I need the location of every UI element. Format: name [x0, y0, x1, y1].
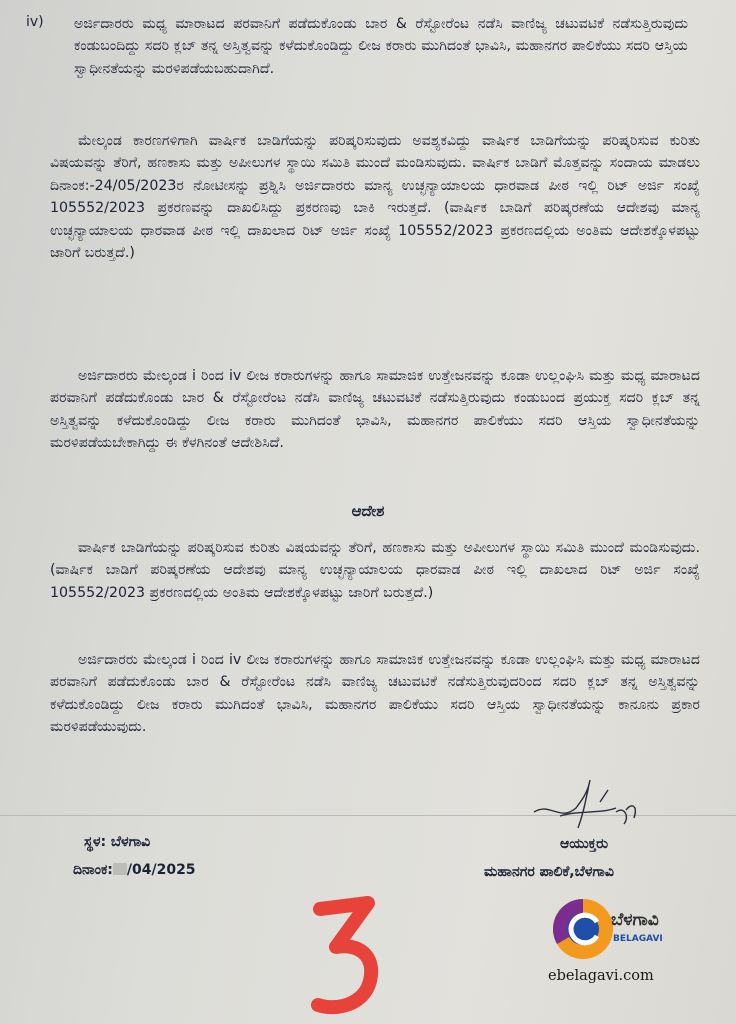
logo-kannada-text: ಬೆಳಗಾವಿ	[611, 910, 659, 930]
logo-english-text: BELAGAVI	[613, 934, 663, 944]
paragraph-iv	[74, 13, 688, 80]
paragraph-text: ಅರ್ಜಿದಾರರು ಮಧ್ಯ ಮಾರಾಟದ ಪರವಾನಿಗೆ ಪಡೆದುಕೊಂಡು ಬಾರ & ರೆಸ್ಟೋರೆಂಟ ನಡೆಸಿ ವಾಣಿಜ್ಯ ಚಟುವಟಿಕೆ ನಡೆಸುತ್ತಿರುವುದು ಕಂಡುಬಂದಿದ್ದು ಸದರಿ ಕ್ಲಬ್ ತನ್ನ ಅಸ್ತಿತ್ವವನ್ನು ಕಳೆದುಕೊಂಡಿದ್ದು ಲೀಜ ಕರಾರು ಮುಗಿದಂತೆ ಭಾವಿಸಿ, ಮಹಾನಗರ ಪಾಲಿಕೆಯು ಸದರಿ ಆಸ್ತಿಯ ಸ್ವಾಧೀನತೆಯನ್ನು ಮರಳಿಪಡೆಯಬಹುದಾಗಿದೆ.	[74, 16, 688, 77]
paragraph-text: ಅರ್ಜಿದಾರರು ಮೇಲ್ಕಂಡ i ರಿಂದ iv ಲೀಜ ಕರಾರುಗಳನ್ನು ಹಾಗೂ ಸಾಮಾಜಿಕ ಉತ್ತೇಜನವನ್ನು ಕೂಡಾ ಉಲ್ಲಂಘಿಸಿ ಮತ್ತು ಮಧ್ಯ ಮಾರಾಟದ ಪರವಾನಿಗೆ ಪಡೆದುಕೊಂಡು ಬಾರ & ರೆಸ್ಟೋರೆಂಟ ನಡೆಸಿ ವಾಣಿಜ್ಯ ಚಟುವಟಿಕೆ ನಡೆಸುತ್ತಿರುವುದು ಕಂಡುಬಂದ ಪ್ರಯುಕ್ತ ಸದರಿ ಕ್ಲಬ್ ತನ್ನ ಅಸ್ತಿತ್ವವನ್ನು ಕಳೆದುಕೊಂಡಿದ್ದು ಲೀಜ ಕರಾರು ಮುಗಿದಂತೆ ಭಾವಿಸಿ, ಮಹಾನಗರ ಪಾಲಿಕೆಯು ಸದರಿ ಆಸ್ತಿಯ ಸ್ವಾಧೀನತೆಯನ್ನು ಮರಳಿಪಡೆಯಬೇಕಾಗಿದ್ದು ಈ ಕೆಳಗಿನಂತೆ ಆದೇಶಿಸಿದೆ.	[50, 368, 700, 452]
signatory-designation: ಆಯುಕ್ತರು	[560, 836, 609, 852]
page-number-handwritten	[306, 895, 386, 1020]
signature	[520, 772, 660, 842]
date-value: /04/2025	[126, 862, 196, 878]
paragraph-violation	[50, 365, 700, 455]
order-point-2	[50, 649, 700, 739]
place-line: ಸ್ಥಳ: ಬೆಳಗಾವಿ	[84, 834, 151, 850]
website-watermark: ebelagavi.com	[548, 968, 654, 984]
item-marker: iv)	[26, 14, 44, 30]
date-redacted-day	[113, 863, 127, 875]
paragraph-text: ಮೇಲ್ಕಂಡ ಕಾರಣಗಳಿಗಾಗಿ ವಾರ್ಷಿಕ ಬಾಡಿಗೆಯನ್ನು ಪರಿಷ್ಕರಿಸುವುದು ಅವಶ್ಯಕವಿದ್ದು ವಾರ್ಷಿಕ ಬಾಡಿಗೆಯನ್ನು ಪರಿಷ್ಕರಿಸುವ ಕುರಿತು ವಿಷಯವನ್ನು ತೆರಿಗೆ, ಹಣಕಾಸು ಮತ್ತು ಅಪೀಲುಗಳ ಸ್ಥಾಯಿ ಸಮಿತಿ ಮುಂದೆ ಮಂಡಿಸುವುದು. ವಾರ್ಷಿಕ ಬಾಡಿಗೆ ಮೊತ್ತವನ್ನು ಸಂದಾಯ ಮಾಡಲು ದಿನಾಂಕ:-24/05/2023ರ ನೋಟೀಸನ್ನು ಪ್ರಶ್ನಿಸಿ ಅರ್ಜಿದಾರರು ಮಾನ್ಯ ಉಚ್ಛನ್ಯಾಯಾಲಯ ಧಾರವಾಡ ಪೀಠ ಇಲ್ಲಿ ರಿಟ್ ಅರ್ಜಿ ಸಂಖ್ಯೆ 105552/2023 ಪ್ರಕರಣವನ್ನು ದಾಖಲಿಸಿದ್ದು ಪ್ರಕರಣವು ಬಾಕಿ ಇರುತ್ತದೆ. (ವಾರ್ಷಿಕ ಬಾಡಿಗೆ ಪರಿಷ್ಕರಣೆಯ ಆದೇಶವು ಮಾನ್ಯ ಉಚ್ಛನ್ಯಾಯಾಲಯ ಧಾರವಾಡ ಪೀಠ ಇಲ್ಲಿ ದಾಖಲಾದ ರಿಟ್ ಅರ್ಜಿ ಸಂಖ್ಯೆ 105552/2023 ಪ್ರಕರಣದಲ್ಲಿಯ ಅಂತಿಮ ಆದೇಶಕ್ಕೊಳಪಟ್ಟು ಜಾರಿಗೆ ಬರುತ್ತದೆ.)	[50, 133, 700, 262]
page-number-value	[306, 895, 307, 896]
ebelagavi-logo	[549, 890, 679, 968]
date-label: ದಿನಾಂಕ:	[73, 862, 113, 878]
date-line	[73, 862, 196, 878]
order-point-1	[50, 537, 700, 604]
paragraph-rent-revision	[50, 130, 700, 264]
signatory-office: ಮಹಾನಗರ ಪಾಲಿಕೆ,ಬೆಳಗಾವಿ	[484, 864, 614, 880]
paragraph-text: ಅರ್ಜಿದಾರರು ಮೇಲ್ಕಂಡ i ರಿಂದ iv ಲೀಜ ಕರಾರುಗಳನ್ನು ಹಾಗೂ ಸಾಮಾಜಿಕ ಉತ್ತೇಜನವನ್ನು ಕೂಡಾ ಉಲ್ಲಂಘಿಸಿ ಮತ್ತು ಮಧ್ಯ ಮಾರಾಟದ ಪರವಾನಿಗೆ ಪಡೆದುಕೊಂಡು ಬಾರ & ರೆಸ್ಟೋರೆಂಟ ನಡೆಸಿ ವಾಣಿಜ್ಯ ಚಟುವಟಿಕೆ ನಡೆಸುತ್ತಿರುವುದರಿಂದ ಸದರಿ ಕ್ಲಬ್ ತನ್ನ ಅಸ್ತಿತ್ವವನ್ನು ಕಳೆದುಕೊಂಡಿದ್ದು ಲೀಜ ಕರಾರು ಮುಗಿದಂತೆ ಭಾವಿಸಿ, ಮಹಾನಗರ ಪಾಲಿಕೆಯು ಸದರಿ ಆಸ್ತಿಯ ಸ್ವಾಧೀನತೆಯನ್ನು ಕಾನೂನು ಪ್ರಕಾರ ಮರಳಿಪಡೆಯುವುದು.	[50, 652, 700, 736]
paragraph-text: ವಾರ್ಷಿಕ ಬಾಡಿಗೆಯನ್ನು ಪರಿಷ್ಕರಿಸುವ ಕುರಿತು ವಿಷಯವನ್ನು ತೆರಿಗೆ, ಹಣಕಾಸು ಮತ್ತು ಅಪೀಲುಗಳ ಸ್ಥಾಯಿ ಸಮಿತಿ ಮುಂದೆ ಮಂಡಿಸುವುದು. (ವಾರ್ಷಿಕ ಬಾಡಿಗೆ ಪರಿಷ್ಕರಣೆಯ ಆದೇಶವು ಮಾನ್ಯ ಉಚ್ಛನ್ಯಾಯಾಲಯ ಧಾರವಾಡ ಪೀಠ ಇಲ್ಲಿ ದಾಖಲಾದ ರಿಟ್ ಅರ್ಜಿ ಸಂಖ್ಯೆ 105552/2023 ಪ್ರಕರಣದಲ್ಲಿಯ ಅಂತಿಮ ಆದೇಶಕ್ಕೊಳಪಟ್ಟು ಜಾರಿಗೆ ಬರುತ್ತದೆ.)	[50, 540, 700, 601]
order-heading: ಆದೇಶ	[351, 502, 385, 520]
